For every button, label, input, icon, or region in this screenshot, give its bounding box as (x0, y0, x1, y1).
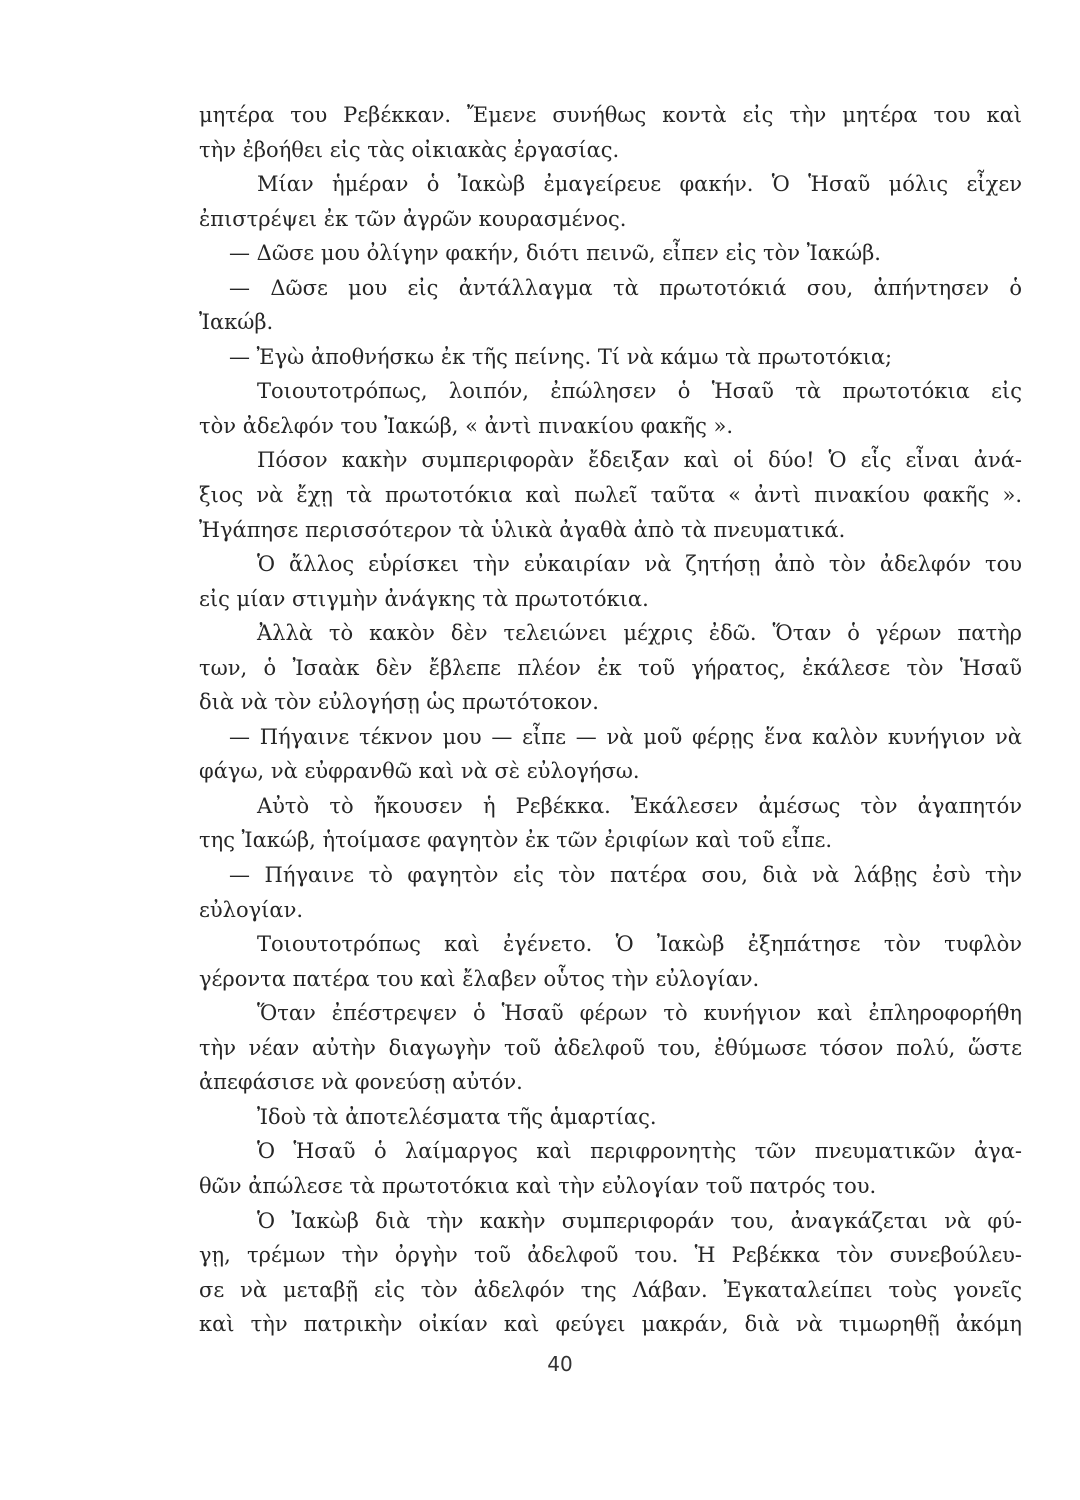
dialogue-line: — Δῶσε μου ὀλίγην φακήν, διότι πεινῶ, εἶπεν εἰς τὸν Ἰακώβ. (229, 241, 881, 266)
text-line: ἀπεφάσισε νὰ φονεύσῃ αὐτόν. (199, 1070, 523, 1095)
text-line: Μίαν ἡμέραν ὁ Ἰακὼβ ἐμαγείρευε φακήν. Ὁ Ἡσαῦ μόλις εἶχεν (257, 172, 1022, 197)
text-line: ξιος νὰ ἔχῃ τὰ πρωτοτόκια καὶ πωλεῖ ταῦτα « ἀντὶ πινακίου φακῆς ». (199, 483, 1022, 508)
text-line: τὴν ἐβοήθει εἰς τὰς οἰκιακὰς ἐργασίας. (199, 137, 620, 162)
text-line: καὶ τὴν πατρικὴν οἰκίαν καὶ φεύγει μακράν, διὰ νὰ τιμωρηθῇ ἀκόμη (199, 1312, 1022, 1337)
text-line: διὰ νὰ τὸν εὐλογήσῃ ὡς πρωτότοκον. (199, 690, 599, 715)
text-line: θῶν ἀπώλεσε τὰ πρωτοτόκια καὶ τὴν εὐλογίαν τοῦ πατρός του. (199, 1173, 877, 1198)
text-line: Ἠγάπησε περισσότερον τὰ ὑλικὰ ἀγαθὰ ἀπὸ τὰ πνευματικά. (199, 517, 846, 542)
text-line: μητέρα του Ρεβέκκαν. Ἔμενε συνήθως κοντὰ εἰς τὴν μητέρα του καὶ (199, 103, 1022, 127)
text-line: Τοιουτοτρόπως, λοιπόν, ἐπώλησεν ὁ Ἡσαῦ τὰ πρωτοτόκια εἰς (257, 379, 1022, 404)
dialogue-line: — Ἐγὼ ἀποθνήσκω ἐκ τῆς πείνης. Τί νὰ κάμω τὰ πρωτοτόκια; (229, 344, 893, 369)
text-line: τὴν νέαν αὐτὴν διαγωγὴν τοῦ ἀδελφοῦ του, ἐθύμωσε τόσον πολύ, ὥστε (199, 1035, 1022, 1060)
text-line: φάγω, νὰ εὐφρανθῶ καὶ νὰ σὲ εὐλογήσω. (199, 759, 640, 784)
text-line: της Ἰακώβ, ἡτοίμασε φαγητὸν ἐκ τῶν ἐριφίων καὶ τοῦ εἶπε. (199, 828, 833, 853)
text-line: Ἰδοὺ τὰ ἀποτελέσματα τῆς ἁμαρτίας. (257, 1104, 657, 1129)
body-text (199, 98, 1022, 1342)
text-line: Ὅταν ἐπέστρεψεν ὁ Ἡσαῦ φέρων τὸ κυνήγιον καὶ ἐπληροφορήθη (257, 1001, 1022, 1026)
dialogue-line: — Πήγαινε τὸ φαγητὸν εἰς τὸν πατέρα σου, διὰ νὰ λάβῃς ἐσὺ τὴν (229, 863, 1022, 888)
text-line: σε νὰ μεταβῇ εἰς τὸν ἀδελφόν της Λάβαν. Ἐγκαταλείπει τοὺς γονεῖς (199, 1277, 1022, 1302)
dialogue-line: — Δῶσε μου εἰς ἀντάλλαγμα τὰ πρωτοτόκιά σου, ἀπήντησεν ὁ (229, 275, 1022, 300)
text-line: εἰς μίαν στιγμὴν ἀνάγκης τὰ πρωτοτόκια. (199, 586, 649, 611)
text-line: Ἀλλὰ τὸ κακὸν δὲν τελειώνει μέχρις ἐδῶ. Ὅταν ὁ γέρων πατὴρ (257, 621, 1022, 646)
text-line: Ὁ Ἰακὼβ διὰ τὴν κακὴν συμπεριφοράν του, ἀναγκάζεται νὰ φύ- (257, 1208, 1022, 1233)
text-line: γέροντα πατέρα του καὶ ἔλαβεν οὗτος τὴν εὐλογίαν. (199, 966, 760, 991)
text-line: των, ὁ Ἰσαὰκ δὲν ἔβλεπε πλέον ἐκ τοῦ γήρατος, ἐκάλεσε τὸν Ἡσαῦ (199, 655, 1022, 680)
text-line: εὐλογίαν. (199, 897, 304, 922)
text-line: Ὁ ἄλλος εὑρίσκει τὴν εὐκαιρίαν νὰ ζητήσῃ ἀπὸ τὸν ἀδελφόν του (257, 552, 1022, 577)
text-line: γῃ, τρέμων τὴν ὀργὴν τοῦ ἀδελφοῦ του. Ἡ Ρεβέκκα τὸν συνεβούλευ- (199, 1243, 1022, 1268)
text-line: Αὐτὸ τὸ ἤκουσεν ἡ Ρεβέκκα. Ἐκάλεσεν ἀμέσως τὸν ἀγαπητόν (257, 793, 1022, 818)
text-line: Ὁ Ἡσαῦ ὁ λαίμαργος καὶ περιφρονητὴς τῶν πνευματικῶν ἀγα- (257, 1139, 1022, 1164)
text-line: Πόσον κακὴν συμπεριφορὰν ἔδειξαν καὶ οἱ δύο! Ὁ εἷς εἶναι ἀνά- (257, 448, 1022, 473)
page-number: 40 (547, 1352, 573, 1376)
text-line: τὸν ἀδελφόν του Ἰακώβ, « ἀντὶ πινακίου φακῆς ». (199, 413, 734, 438)
dialogue-line: — Πήγαινε τέκνον μου — εἶπε — νὰ μοῦ φέρῃς ἕνα καλὸν κυνήγιον νὰ (229, 724, 1022, 749)
text-line: Ἰακώβ. (199, 310, 274, 335)
text-line: ἐπιστρέψει ἐκ τῶν ἀγρῶν κουρασμένος. (199, 206, 627, 231)
text-line: Τοιουτοτρόπως καὶ ἐγένετο. Ὁ Ἰακὼβ ἐξηπάτησε τὸν τυφλὸν (257, 932, 1022, 957)
